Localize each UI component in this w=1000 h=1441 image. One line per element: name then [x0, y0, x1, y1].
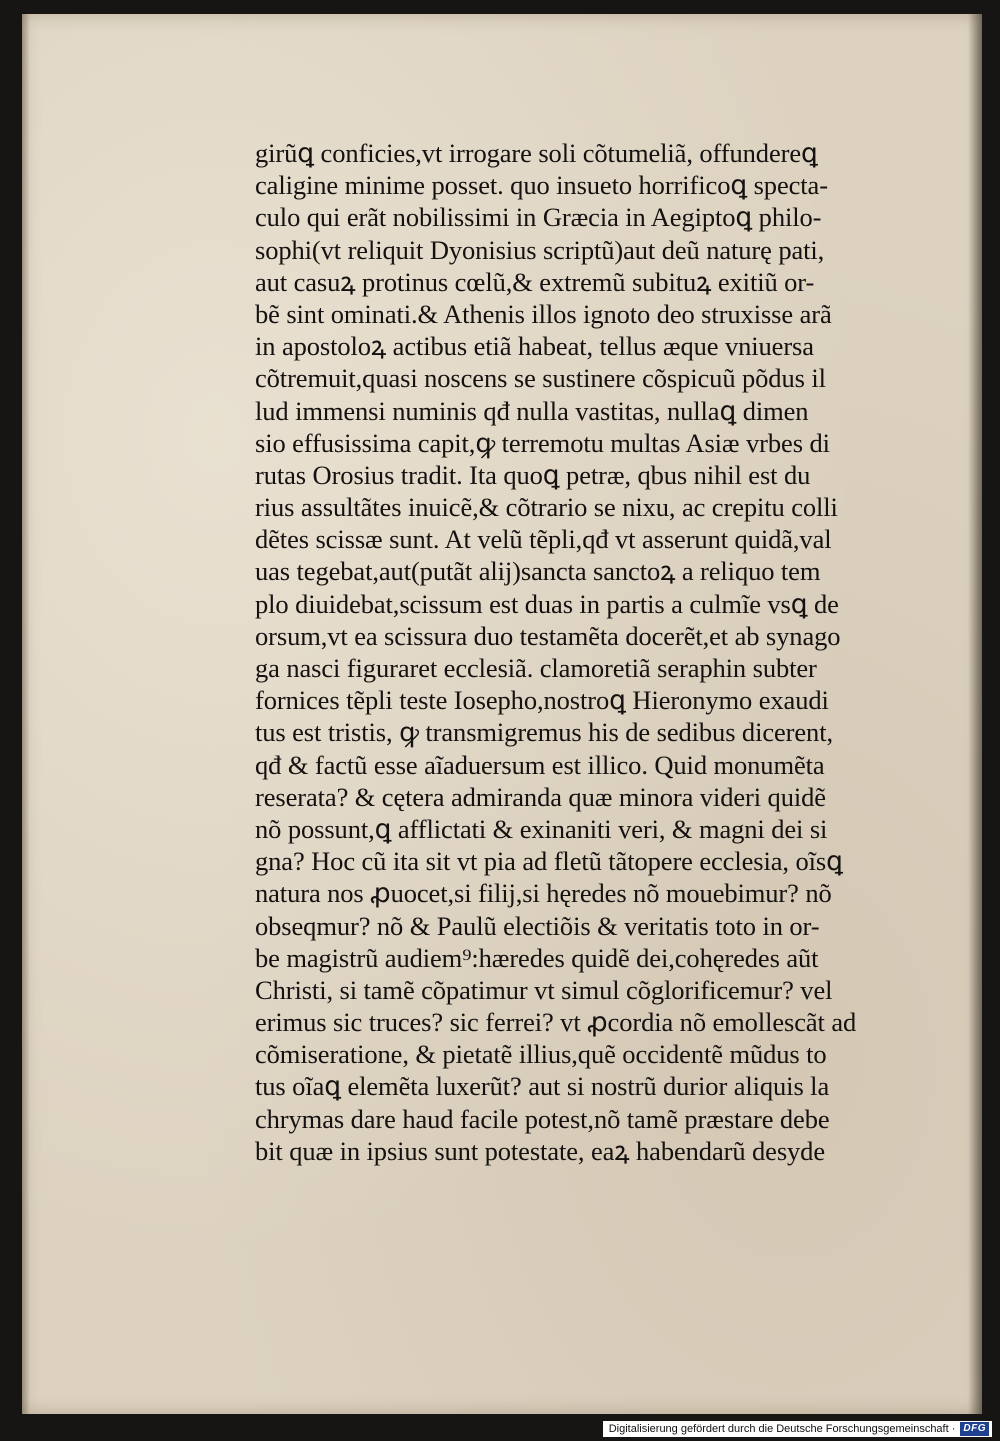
text-line: girũꝗ conficies,vt irrogare soli cõtumeliã, offundereꝗ [255, 138, 818, 168]
text-line: be magistrũ audiem⁹:hæredes quidẽ dei,cohęredes aũt [255, 942, 819, 973]
text-line: rutas Orosius tradit. Ita quoꝗ petræ, qbus nihil est du [255, 459, 811, 490]
text-line: erimus sic truces? sic ferrei? vt ꝓcordia nõ emollescãt ad [255, 1007, 857, 1038]
text-line: plo diuidebat,scissum est duas in partis a culmĩe vsꝗ de [255, 588, 839, 619]
text-line: obseqmur? nõ & Paulũ electiõis & veritatis toto in or- [255, 910, 820, 941]
text-line: nõ possunt,ꝗ afflictati & exinaniti veri, & magni dei si [255, 813, 828, 844]
text-line: aut casuꝝ protinus cœlũ,& extremũ subituꝝ exitiũ or- [255, 266, 815, 297]
text-line: bit quæ in ipsius sunt potestate, eaꝝ habendarũ desyde [255, 1135, 825, 1166]
text-line: orsum,vt ea scissura duo testamẽta docerẽt,et ab synago [255, 620, 841, 651]
credit-text: Digitalisierung gefördert durch die Deutsche Forschungsgemeinschaft · [608, 1423, 956, 1435]
text-line: fornices tẽpli teste Iosepho,nostroꝗ Hieronymo exaudi [255, 685, 829, 716]
text-line: bẽ sint ominati.& Athenis illos ignoto deo struxisse arã [255, 298, 832, 329]
text-line: cõmiseratione, & pietatẽ illius,quẽ occidentẽ mũdus to [255, 1039, 827, 1070]
text-line: ga nasci figuraret ecclesiã. clamoretiã seraphin subter [255, 653, 817, 683]
text-line: lud immensi numinis qđ nulla vastitas, nullaꝗ dimen [255, 395, 809, 426]
text-line: natura nos ꝓuocet,si filij,si hęredes nõ mouebimur? nõ [255, 878, 832, 909]
text-line: cõtremuit,quasi noscens se sustinere cõspicuũ põdus il [255, 363, 826, 394]
text-line: sio effusissima capit,ꝙ terremotu multas Asiæ vrbes di [255, 427, 830, 458]
text-line: caligine minime posset. quo insueto horrificoꝗ specta- [255, 170, 828, 201]
text-line: chrymas dare haud facile potest,nõ tamẽ præstare debe [255, 1103, 830, 1134]
dfg-logo: DFG [960, 1422, 989, 1436]
text-line: culo qui erãt nobilissimi in Græcia in Aegiptoꝗ philo- [255, 202, 822, 233]
parchment-page [22, 14, 982, 1414]
text-line: reserata? & cętera admiranda quæ minora videri quidẽ [255, 781, 826, 812]
text-line: in apostoloꝝ actibus etiã habeat, tellus æque vniuersa [255, 331, 814, 362]
text-line: tus est tristis, ꝙ transmigremus his de sedibus dicerent, [255, 717, 833, 748]
text-line: gna? Hoc cũ ita sit vt pia ad fletũ tãtopere ecclesia, oĩsꝗ [255, 846, 843, 877]
text-line: sophi(vt reliquit Dyonisius scriptũ)aut deũ naturę pati, [255, 234, 825, 265]
page-left-shadow [22, 14, 30, 1414]
text-line: Christi, si tamẽ cõpatimur vt simul cõglorificemur? vel [255, 974, 833, 1005]
text-line: uas tegebat,aut(putãt alij)sancta sanctoꝝ a reliquo tem [255, 556, 821, 587]
digitization-credit [603, 1421, 992, 1437]
text-line: dẽtes scissæ sunt. At velũ tẽpli,qđ vt asserunt quidã,val [255, 524, 832, 555]
text-line: tus oĩaꝗ elemẽta luxerũt? aut si nostrũ durior aliquis la [255, 1071, 830, 1102]
text-line: rius assultãtes inuicẽ,& cõtrario se nixu, ac crepitu colli [255, 492, 838, 523]
text-line: qđ & factũ esse aĩaduersum est illico. Quid monumẽta [255, 749, 825, 780]
latin-text-block [255, 137, 975, 1167]
